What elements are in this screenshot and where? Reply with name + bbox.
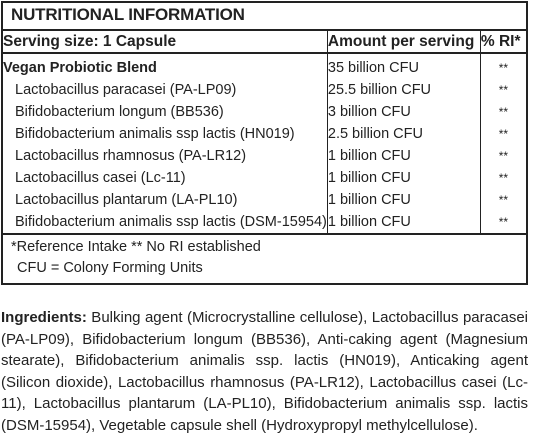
- row-amount: 25.5 billion CFU: [327, 79, 480, 101]
- row-ri: **: [480, 167, 526, 189]
- row-name: Lactobacillus paracasei (PA-LP09): [15, 82, 237, 98]
- table-row: [3, 53, 526, 79]
- row-amount: 2.5 billion CFU: [327, 123, 480, 145]
- table-row: [3, 167, 526, 189]
- row-amount: 1 billion CFU: [327, 211, 480, 234]
- row-ri: **: [480, 79, 526, 101]
- row-ri: **: [480, 123, 526, 145]
- row-ri: **: [480, 189, 526, 211]
- table-row: [3, 211, 526, 234]
- table-row: [3, 145, 526, 167]
- footnote-cfu: CFU = Colony Forming Units: [17, 260, 203, 276]
- row-name: Bifidobacterium longum (BB536): [15, 104, 224, 120]
- ingredients-label: Ingredients:: [1, 309, 87, 326]
- panel-title: NUTRITIONAL INFORMATION: [11, 5, 245, 24]
- row-amount: 3 billion CFU: [327, 101, 480, 123]
- row-amount: 1 billion CFU: [327, 145, 480, 167]
- row-name: Lactobacillus casei (Lc-11): [15, 170, 186, 186]
- ingredients-paragraph: [1, 307, 528, 436]
- row-ri: **: [480, 53, 526, 79]
- row-name: Bifidobacterium animalis ssp lactis (DSM-15954): [3, 211, 327, 234]
- row-name: Lactobacillus rhamnosus (PA-LR12): [15, 148, 247, 164]
- row-name: Vegan Probiotic Blend: [3, 60, 157, 76]
- nutrition-table: [3, 29, 526, 235]
- header-amount: Amount per serving: [327, 30, 480, 53]
- header-serving-size: Serving size: 1 Capsule: [3, 30, 327, 53]
- table-row: [3, 123, 526, 145]
- table-row: [3, 79, 526, 101]
- row-amount: 35 billion CFU: [327, 53, 480, 79]
- table-header-row: [3, 30, 526, 53]
- header-ri: % RI*: [480, 30, 526, 53]
- ingredients-text: Bulking agent (Microcrystalline cellulose), Lactobacillus paracasei (PA-LP09), Bifidobacterium longum (BB536), Anti-caking agent (Magnesium stearate), Bifidobacterium animalis ssp. lactis (HN019), Anticaking agent (Silicon dioxide), Lactobacillus rhamnosus (PA-LR12), Lactobacillus casei (Lc-11), Lactobacillus plantarum (LA-PL10), Bifidobacterium animalis ssp. lactis (DSM-15954), Vegetable capsule shell (Hydroxypropyl methylcellulose).: [1, 309, 528, 434]
- footnotes: [11, 237, 261, 279]
- row-ri: **: [480, 211, 526, 234]
- table-row: [3, 101, 526, 123]
- row-amount: 1 billion CFU: [327, 189, 480, 211]
- footnote-ri: *Reference Intake ** No RI established: [11, 239, 261, 255]
- row-ri: **: [480, 145, 526, 167]
- row-name: Bifidobacterium animalis ssp lactis (HN019): [15, 126, 295, 142]
- row-name: Lactobacillus plantarum (LA-PL10): [15, 192, 238, 208]
- nutrition-panel: [1, 1, 528, 285]
- table-row: [3, 189, 526, 211]
- row-ri: **: [480, 101, 526, 123]
- row-amount: 1 billion CFU: [327, 167, 480, 189]
